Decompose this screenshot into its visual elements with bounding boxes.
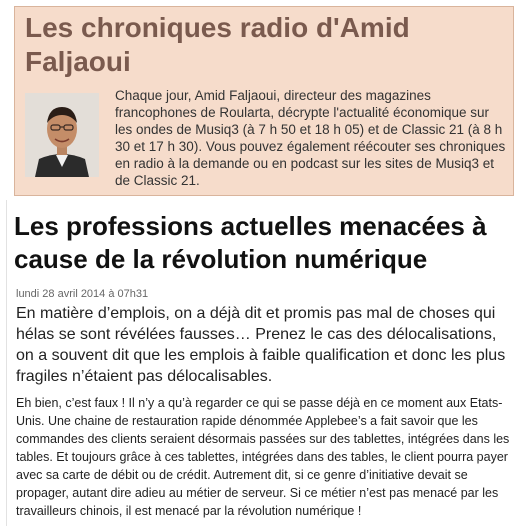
article-date: lundi 28 avril 2014 à 07h31	[16, 288, 149, 300]
divider	[6, 200, 7, 526]
article-body: Eh bien, c’est faux ! Il n’y a qu’à regarder ce qui se passe déjà en ce moment aux Etats-Unis. Une chaine de restauration rapide dénommée Applebee’s a fait savoir que les commandes des clients seraient désormais passées sur des tablettes, intégrées dans les tables. Et toujours grâce à ces tablettes, intégrées dans des tables, le client pourra payer avec sa carte de débit ou de crédit. Autrement dit, si ce genre d’initiative devait se propager, autant dire adieu au métier de serveur. Si ce métier n’est pas menacé par les travailleurs chinois, il est menacé par la révolution numérique !	[16, 396, 510, 518]
chronique-box	[14, 6, 514, 196]
article-title[interactable]: Les professions actuelles menacées à cause de la révolution numérique	[14, 211, 487, 274]
chronique-title[interactable]: Les chroniques radio d'Amid Faljaoui	[25, 12, 410, 77]
article-lead: En matière d’emplois, on a déjà dit et promis pas mal de choses qui hélas se sont révélées fausses… Prenez le cas des délocalisations, on a souvent dit que les emplois à faible qualification et donc les plus fragiles n’étaient pas délocalisables.	[16, 305, 506, 385]
author-portrait	[25, 93, 99, 177]
chronique-description: Chaque jour, Amid Faljaoui, directeur des magazines francophones de Roularta, décrypte l'actualité économique sur les ondes de Musiq3 (à 7 h 50 et 18 h 05) et de Classic 21 (à 8 h 30 et 17 h 30). Vous pouvez également réécouter ses chroniques en radio à la demande ou en podcast sur les sites de Musiq3 et de Classic 21.	[115, 88, 506, 188]
